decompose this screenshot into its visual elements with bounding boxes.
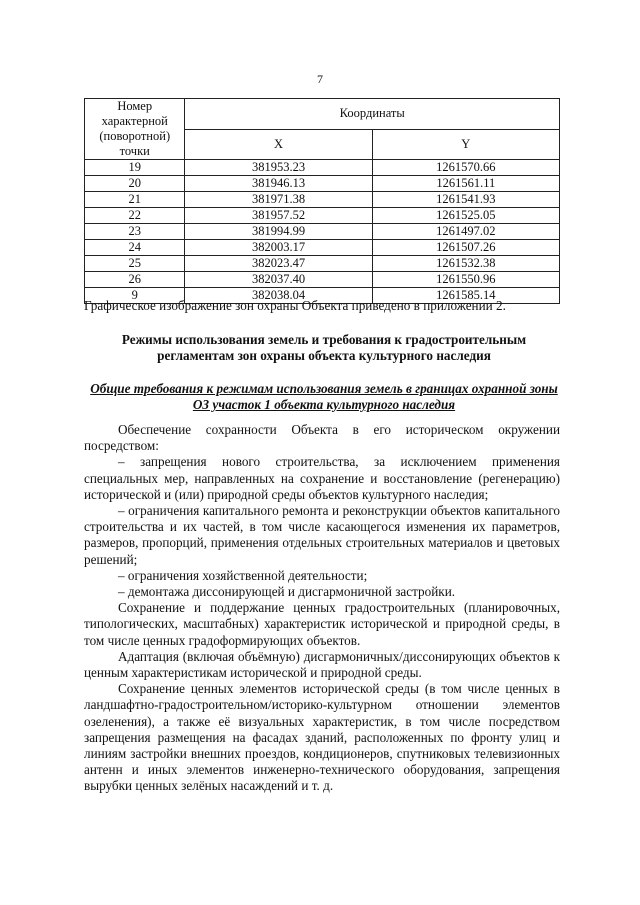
coord-x: 382023.47 bbox=[185, 256, 372, 272]
section-title: Режимы использования земель и требования к градостроительным регламентам зон охраны объекта культурного наследия bbox=[121, 332, 527, 363]
coord-x: 381946.13 bbox=[185, 176, 372, 192]
coord-y: 1261532.38 bbox=[372, 256, 559, 272]
coord-x: 381957.52 bbox=[185, 208, 372, 224]
header-y: Y bbox=[372, 129, 559, 160]
header-coordinates: Координаты bbox=[185, 99, 560, 130]
table-row bbox=[85, 208, 560, 224]
paragraph-environment: Сохранение ценных элементов исторической среды (в том числе ценных в ландшафтно-градостроительном/историко-культурном отношении элементов озеленения), а также её визуальных характеристик, в том числе посредством запрещения размещения на фасадах зданий, расположенных по фронту улиц и линиям застройки внешних проездов, кондиционеров, спутниковых телевизионных антенн и иных элементов инженерно-технического оборудования, запрещения вырубки ценных зелёных насаждений и т. д. bbox=[84, 681, 560, 794]
point-number: 21 bbox=[85, 192, 185, 208]
coord-x: 381994.99 bbox=[185, 224, 372, 240]
paragraph-item-2: – ограничения капитального ремонта и реконструкции объектов капитального строительства и их частей, в том числе касающегося изменения их параметров, размеров, пропорций, применения отдельных строительных материалов и цветовых решений; bbox=[84, 503, 560, 567]
coord-y: 1261585.14 bbox=[372, 288, 559, 304]
table-row bbox=[85, 240, 560, 256]
paragraph-preservation: Сохранение и поддержание ценных градостроительных (планировочных, типологических, масштабных) характеристик исторической и природной среды, в том числе ценных градоформирующих объектов. bbox=[84, 600, 560, 648]
point-number: 19 bbox=[85, 160, 185, 176]
point-number: 23 bbox=[85, 224, 185, 240]
point-number: 25 bbox=[85, 256, 185, 272]
coord-y: 1261525.05 bbox=[372, 208, 559, 224]
table-row bbox=[85, 224, 560, 240]
paragraph-intro: Обеспечение сохранности Объекта в его историческом окружении посредством: bbox=[84, 422, 560, 454]
coord-y: 1261561.11 bbox=[372, 176, 559, 192]
paragraph-item-3: – ограничения хозяйственной деятельности; bbox=[118, 567, 368, 583]
coord-x: 381971.38 bbox=[185, 192, 372, 208]
coordinates-table bbox=[84, 98, 560, 304]
table-row bbox=[85, 160, 560, 176]
table-row bbox=[85, 176, 560, 192]
point-number: 9 bbox=[85, 288, 185, 304]
header-x: X bbox=[185, 129, 372, 160]
table-row bbox=[85, 192, 560, 208]
coord-x: 382003.17 bbox=[185, 240, 372, 256]
paragraph-adaptation: Адаптация (включая объёмную) дисгармоничных/диссонирующих объектов к ценным характеристикам исторической и природной среды. bbox=[84, 648, 560, 681]
coord-x: 382037.40 bbox=[185, 272, 372, 288]
coord-x: 382038.04 bbox=[185, 288, 372, 304]
point-number: 24 bbox=[85, 240, 185, 256]
coord-y: 1261541.93 bbox=[372, 192, 559, 208]
page-number: 7 bbox=[317, 72, 323, 86]
graphic-reference-caption: Графическое изображение зон охраны Объекта приведено в приложении 2. bbox=[84, 298, 506, 313]
point-number: 22 bbox=[85, 208, 185, 224]
header-point-number: Номер характерной (поворотной) точки bbox=[85, 99, 185, 160]
body-text bbox=[84, 422, 560, 795]
coord-y: 1261570.66 bbox=[372, 160, 559, 176]
paragraph-item-4: – демонтажа диссонирующей и дисгармоничной застройки. bbox=[118, 584, 456, 600]
point-number: 26 bbox=[85, 272, 185, 288]
coord-y: 1261497.02 bbox=[372, 224, 559, 240]
paragraph-item-1: – запрещения нового строительства, за исключением применения специальных мер, направленных на сохранение и восстановление (регенерацию) исторической и (или) природной среды объектов культурного наследия; bbox=[84, 454, 560, 502]
subsection-title: Общие требования к режимам использования земель в границах охранной зоны ОЗ участок 1 объекта культурного наследия bbox=[90, 381, 558, 412]
coord-y: 1261550.96 bbox=[372, 272, 559, 288]
coord-y: 1261507.26 bbox=[372, 240, 559, 256]
table-row bbox=[85, 256, 560, 272]
table-row bbox=[85, 272, 560, 288]
coord-x: 381953.23 bbox=[185, 160, 372, 176]
point-number: 20 bbox=[85, 176, 185, 192]
